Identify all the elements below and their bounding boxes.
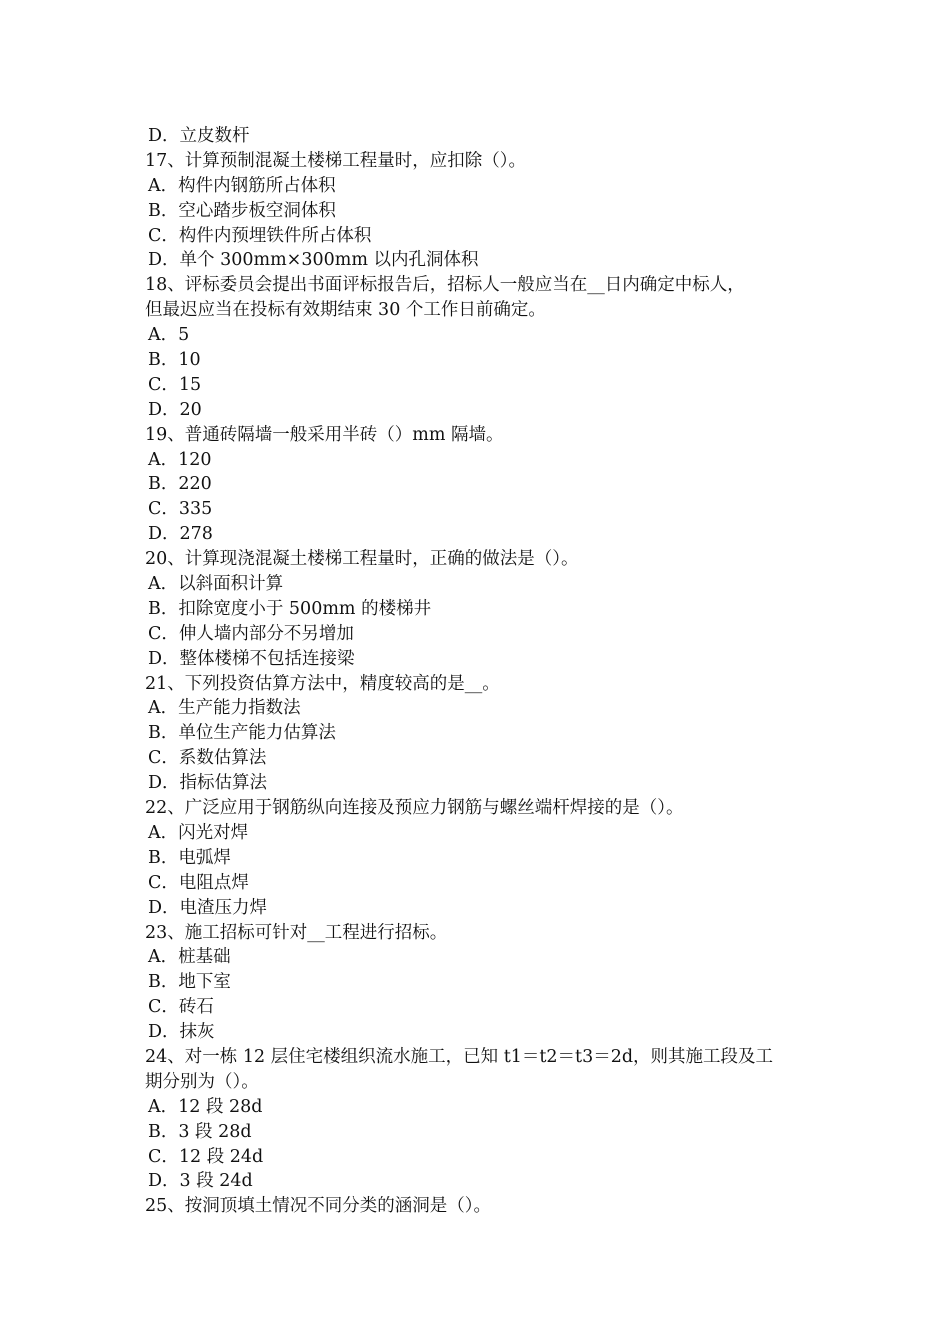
option-b-q19: B．220: [148, 474, 212, 495]
question-24-line-2: 期分别为（）。: [145, 1071, 259, 1092]
option-b-q17: B．空心踏步板空洞体积: [148, 200, 336, 221]
option-a-q20: A．以斜面积计算: [148, 574, 284, 595]
option-d-q19: D．278: [148, 524, 213, 545]
option-a-q17: A．构件内钢筋所占体积: [148, 175, 336, 196]
question-22: 22、广泛应用于钢筋纵向连接及预应力钢筋与螺丝端杆焊接的是（）。: [145, 798, 684, 819]
option-a-q18: A．5: [148, 325, 190, 346]
option-a-q23: A．桩基础: [148, 947, 231, 968]
option-c-q23: C．砖石: [148, 997, 214, 1018]
option-a-q24: A．12 段 28d: [148, 1096, 263, 1117]
option-b-q20: B．扣除宽度小于 500mm 的楼梯井: [148, 598, 432, 619]
option-c-q22: C．电阻点焊: [148, 872, 249, 893]
option-d-q23: D．抹灰: [148, 1022, 215, 1043]
option-d-q16: D．立皮数杆: [148, 126, 250, 146]
option-a-q22: A．闪光对焊: [148, 822, 249, 843]
option-d-q24: D．3 段 24d: [148, 1171, 253, 1192]
question-list: [145, 124, 815, 1219]
option-d-q20: D．整体楼梯不包括连接梁: [148, 648, 355, 669]
option-a-q21: A．生产能力指数法: [148, 698, 301, 719]
option-d-q17: D．单个 300mm×300mm 以内孔洞体积: [148, 250, 479, 271]
question-24-line-1: 24、对一栋 12 层住宅楼组织流水施工，已知 t1＝t2＝t3＝2d，则其施工段及工: [145, 1046, 774, 1067]
question-21: 21、下列投资估算方法中，精度较高的是__。: [145, 673, 500, 694]
option-b-q24: B．3 段 28d: [148, 1121, 252, 1142]
option-b-q21: B．单位生产能力估算法: [148, 723, 336, 744]
question-19: 19、普通砖隔墙一般采用半砖（）mm 隔墙。: [145, 424, 504, 445]
option-a-q19: A．120: [148, 449, 212, 470]
question-20: 20、计算现浇混凝土楼梯工程量时，正确的做法是（）。: [145, 549, 579, 570]
question-23: 23、施工招标可针对__工程进行招标。: [145, 922, 448, 943]
option-d-q22: D．电渣压力焊: [148, 897, 268, 918]
option-c-q21: C．系数估算法: [148, 748, 267, 769]
option-b-q22: B．电弧焊: [148, 847, 231, 868]
option-c-q19: C．335: [148, 499, 213, 520]
option-d-q21: D．指标估算法: [148, 773, 268, 794]
option-c-q24: C．12 段 24d: [148, 1146, 264, 1167]
option-c-q18: C．15: [148, 374, 202, 395]
question-18-line-1: 18、评标委员会提出书面评标报告后，招标人一般应当在__日内确定中标人，: [145, 275, 745, 296]
option-b-q18: B．10: [148, 350, 201, 371]
option-c-q20: C．伸人墙内部分不另增加: [148, 623, 354, 644]
question-17: 17、计算预制混凝土楼梯工程量时，应扣除（）。: [145, 150, 527, 171]
option-d-q18: D．20: [148, 399, 202, 420]
question-18-line-2: 但最迟应当在投标有效期结束 30 个工作日前确定。: [145, 300, 546, 321]
option-c-q17: C．构件内预埋铁件所占体积: [148, 225, 372, 246]
question-25: 25、按洞顶填土情况不同分类的涵洞是（）。: [145, 1196, 492, 1217]
option-b-q23: B．地下室: [148, 972, 231, 993]
